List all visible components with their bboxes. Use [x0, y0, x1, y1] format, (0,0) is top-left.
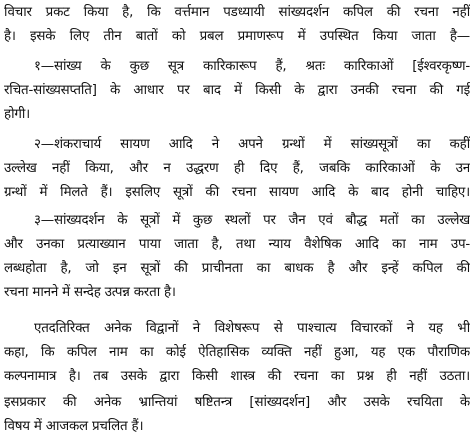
- text-line-10: और उनका प्रत्याख्यान पाया जाता है, तथा न्याय वैशेषिक आदि का नाम उप-: [4, 237, 470, 252]
- text-line-15: कल्पनामात्र है। तब उसके द्वारा किसी शास्त्र की रचना का प्रश्न ही नहीं उठता।: [4, 369, 470, 384]
- text-line-7: उल्लेख नहीं किया, और न उद्धरण ही दिए हैं, जबकि कारिकाओं के उन: [4, 161, 470, 176]
- text-line-11: लब्धहोता है, जो इन सूत्रों की प्राचीनता का बाधक है और इन्हें कपिल की: [4, 261, 470, 276]
- text-line-4: रचित-सांख्यसप्तति] के आधार पर बाद में किसी के द्वारा उनकी रचना की गई: [4, 83, 470, 98]
- text-line-12: रचना मानने में सन्देह उत्पन्न करता है।: [4, 285, 176, 300]
- text-line-1: विचार प्रकट किया है, कि वर्त्तमान पडध्यायी सांख्यदर्शन कपिल की रचना नहीं: [4, 5, 470, 20]
- text-line-3: १—सांख्य के कुछ सूत्र कारिकारूप हैं, श्रतः कारिकाओं [ईश्वरकृष्ण-: [34, 59, 470, 74]
- text-line-9: ३—सांख्यदर्शन के सूत्रों में कुछ स्थलों पर जैन एवं बौद्ध मतों का उल्लेख: [34, 213, 470, 228]
- text-line-8: ग्रन्थों में मिलते हैं। इसलिए सूत्रों की रचना सायण आदि के बाद होनी चाहिए।: [4, 185, 470, 200]
- text-line-14: कहा, कि कपिल नाम का कोई ऐतिहासिक व्यक्ति नहीं हुआ, यह एक पौराणिक: [4, 345, 470, 360]
- text-line-13: एतदतिरिक्त अनेक विद्वानों ने विशेषरूप से पाश्चात्य विचारकों ने यह भी: [34, 321, 470, 336]
- text-line-2: है। इसके लिए तीन बातों को प्रबल प्रमाणरूप में उपस्थित किया जाता है—: [4, 29, 470, 44]
- text-line-16: इसप्रकार की अनेक भ्रान्तियां षष्टितन्त्र [सांख्यदर्शन] और उसके रचयिता के: [4, 395, 470, 410]
- text-line-5: होगी।: [4, 107, 31, 122]
- text-line-17: विषय में आजकल प्रचलित हैं।: [4, 419, 144, 434]
- text-line-6: २—शंकराचार्य सायण आदि ने अपने ग्रन्थों में सांख्यसूत्रों का कहीं: [34, 137, 470, 152]
